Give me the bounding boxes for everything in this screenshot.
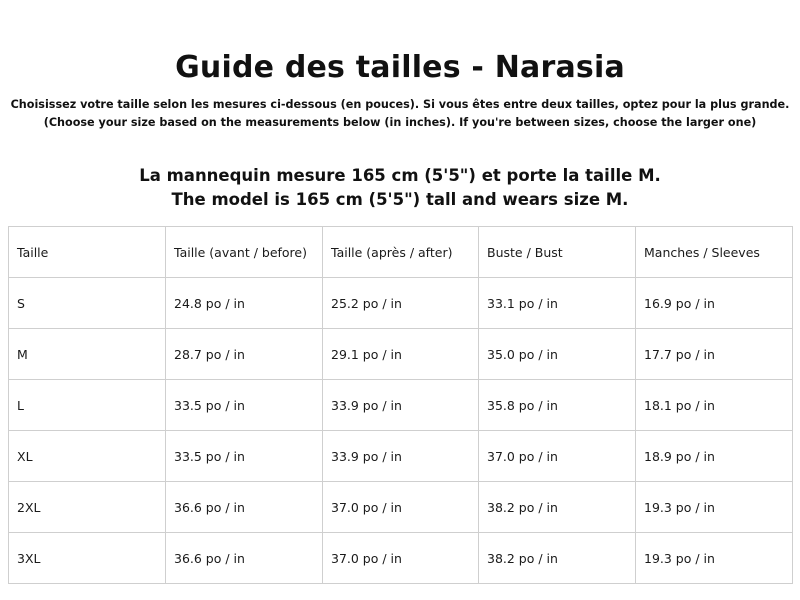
cell-sleeves: 16.9 po / in — [636, 278, 793, 329]
cell-sleeves: 17.7 po / in — [636, 329, 793, 380]
cell-waist-after: 33.9 po / in — [323, 380, 479, 431]
cell-waist-before: 36.6 po / in — [166, 533, 323, 584]
cell-size: 3XL — [9, 533, 166, 584]
cell-size: M — [9, 329, 166, 380]
cell-waist-after: 37.0 po / in — [323, 533, 479, 584]
header-sleeves: Manches / Sleeves — [636, 227, 793, 278]
cell-bust: 35.8 po / in — [479, 380, 636, 431]
header-size: Taille — [9, 227, 166, 278]
cell-waist-before: 24.8 po / in — [166, 278, 323, 329]
model-line-en: The model is 165 cm (5'5") tall and wears size M. — [171, 190, 629, 209]
table-row — [9, 482, 793, 533]
cell-sleeves: 19.3 po / in — [636, 533, 793, 584]
cell-size: L — [9, 380, 166, 431]
table-row — [9, 278, 793, 329]
cell-bust: 38.2 po / in — [479, 533, 636, 584]
cell-bust: 37.0 po / in — [479, 431, 636, 482]
cell-waist-before: 33.5 po / in — [166, 431, 323, 482]
cell-size: S — [9, 278, 166, 329]
header-waist-after: Taille (après / after) — [323, 227, 479, 278]
intro-line-en: (Choose your size based on the measurements below (in inches). If you're between sizes, choose the larger one) — [43, 116, 757, 129]
table-header-row — [9, 227, 793, 278]
cell-sleeves: 18.1 po / in — [636, 380, 793, 431]
size-table — [8, 226, 793, 584]
cell-bust: 38.2 po / in — [479, 482, 636, 533]
table-row — [9, 431, 793, 482]
cell-waist-after: 29.1 po / in — [323, 329, 479, 380]
cell-bust: 33.1 po / in — [479, 278, 636, 329]
cell-waist-before: 33.5 po / in — [166, 380, 323, 431]
header-waist-before: Taille (avant / before) — [166, 227, 323, 278]
cell-waist-before: 28.7 po / in — [166, 329, 323, 380]
model-info — [0, 164, 800, 212]
cell-sleeves: 18.9 po / in — [636, 431, 793, 482]
intro-line-fr: Choisissez votre taille selon les mesures ci-dessous (en pouces). Si vous êtes entre deux tailles, optez pour la plus grande. — [10, 98, 790, 111]
table-row — [9, 533, 793, 584]
model-line-fr: La mannequin mesure 165 cm (5'5") et porte la taille M. — [139, 166, 661, 185]
cell-waist-after: 37.0 po / in — [323, 482, 479, 533]
cell-size: XL — [9, 431, 166, 482]
cell-bust: 35.0 po / in — [479, 329, 636, 380]
cell-sleeves: 19.3 po / in — [636, 482, 793, 533]
header-bust: Buste / Bust — [479, 227, 636, 278]
cell-waist-before: 36.6 po / in — [166, 482, 323, 533]
cell-waist-after: 33.9 po / in — [323, 431, 479, 482]
intro-text — [0, 96, 800, 132]
table-row — [9, 380, 793, 431]
cell-waist-after: 25.2 po / in — [323, 278, 479, 329]
page-title: Guide des tailles - Narasia — [175, 50, 625, 86]
table-row — [9, 329, 793, 380]
cell-size: 2XL — [9, 482, 166, 533]
